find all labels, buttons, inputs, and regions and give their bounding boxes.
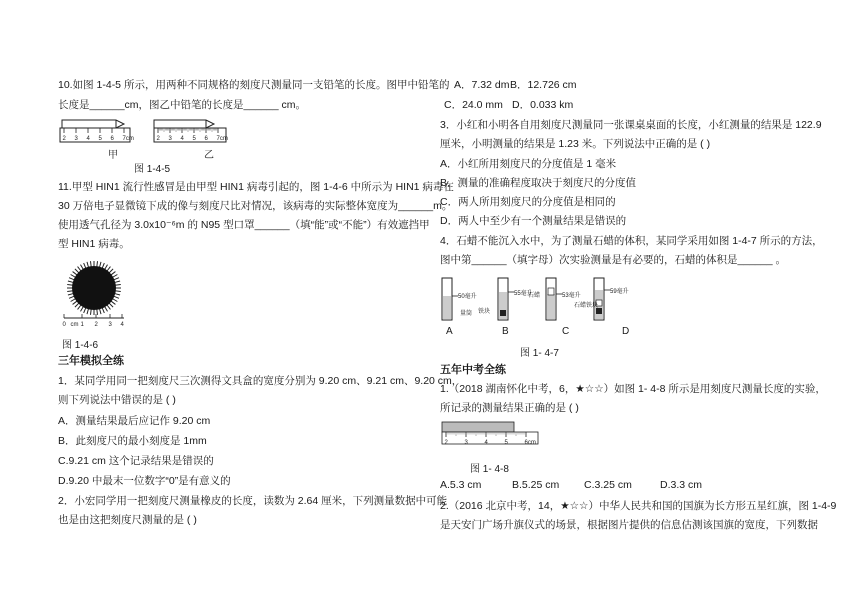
cyl-d-wax-iron: 石蜡铁块	[574, 303, 599, 309]
m3-option-b: B．测量的准确程度取决于刻度尺的分度值	[440, 177, 637, 189]
ruler-a-tick-label: 6	[110, 136, 114, 142]
figure-1-4-8	[440, 420, 540, 450]
figure-1-4-5-caption: 图 1-4-5	[134, 164, 171, 175]
z1-option-d: D.3.3 cm	[660, 479, 703, 491]
cylinder-a	[442, 278, 458, 320]
figure-1-4-6	[60, 258, 130, 330]
ruler-a-tick-label: 2	[62, 136, 66, 142]
q10-line1: 10.如图 1-4-5 所示，用两种不同规格的刻度尺测量同一支铅笔的长度。图甲中铅笔的	[58, 79, 450, 91]
label-jia: 甲	[108, 150, 118, 161]
cylinder-b	[498, 278, 514, 320]
m1-option-c: C.9.21 cm 这个记录结果是错误的	[58, 455, 214, 467]
section-title-three-year: 三年模拟全练	[58, 355, 124, 367]
scale-tick-label: 1	[80, 322, 84, 328]
ruler-a-tick-label: 7cm	[122, 136, 134, 142]
m2-option-b: B．12.726 cm	[510, 79, 577, 91]
z1-line1: 1.（2018 湖南怀化中考，6，★☆☆）如图 1- 4-8 所示是用刻度尺测量长度的实验，	[440, 383, 826, 395]
ruler-b-tick-label: 2	[156, 136, 160, 142]
figure-1-4-6-caption: 图 1-4-6	[62, 340, 99, 351]
m4-line1: 4．石蜡不能沉入水中，为了测量石蜡的体积，某同学采用如图 1-4-7 所示的方法，	[440, 235, 823, 247]
ruler-a-tick-label: 5	[98, 136, 102, 142]
cyl-b-volume: 55毫升	[514, 291, 533, 297]
m1-line2: 则下列说法中错误的是 ( )	[58, 394, 176, 406]
m3-option-d: D．两人中至少有一个测量结果是错误的	[440, 215, 627, 227]
z1-option-a: A.5.3 cm	[440, 479, 482, 491]
ruler-b-tick-label: 4	[180, 136, 184, 142]
ruler-148-tick-label: 3	[464, 440, 468, 446]
cyl-c-volume: 53毫升	[562, 293, 581, 299]
z1-line2: 所记录的测量结果正确的是 ( )	[440, 402, 579, 414]
m3-option-a: A．小红所用刻度尺的分度值是 1 毫米	[440, 158, 617, 170]
scale-tick-label: 4	[120, 322, 124, 328]
q10-line2: 长度是______cm，图乙中铅笔的长度是______ cm。	[58, 99, 306, 111]
scale-tick-label: cm	[70, 322, 79, 328]
cyl-c-wax: 石蜡	[528, 293, 541, 299]
scale-tick-label: 3	[108, 322, 112, 328]
m3-line1: 3．小红和小明各自用刻度尺测量同一张课桌桌面的长度，小红测量的结果是 122.9	[440, 119, 822, 131]
ruler-a-tick-label: 3	[74, 136, 78, 142]
fig-label-d: D	[622, 326, 630, 337]
m1-option-b: B．此刻度尺的最小刻度是 1mm	[58, 435, 207, 447]
cyl-b-iron: 铁块	[478, 309, 491, 315]
m2-option-d: D．0.033 km	[512, 99, 574, 111]
q11-line4: 型 HIN1 病毒。	[58, 238, 130, 250]
figure-1-4-7-caption: 图 1- 4-7	[520, 348, 559, 359]
ruler-b	[154, 120, 226, 142]
m4-line2: 图中第______（填字母）次实验测量是有必要的，石蜡的体积是______ 。	[440, 254, 786, 266]
m1-line1: 1．某同学用同一把刻度尺三次测得文具盒的宽度分别为 9.20 cm、9.21 cm、9.20 cm，	[58, 375, 463, 387]
q11-line1: 11.甲型 HIN1 流行性感冒是由甲型 HIN1 病毒引起的，图 1-4-6 中所示为 HIN1 病毒在	[58, 181, 454, 193]
m3-option-c: C．两人所用刻度尺的分度值是相同的	[440, 196, 616, 208]
ruler-b-tick-label: 5	[192, 136, 196, 142]
ruler-148-tick-label: 2	[444, 440, 448, 446]
scale-tick-label: 2	[94, 322, 98, 328]
m1-option-d: D.9.20 中最末一位数字“0”是有意义的	[58, 475, 231, 487]
ruler-148-tick-label: 5	[504, 440, 508, 446]
z1-option-b: B.5.25 cm	[512, 479, 560, 491]
fig-label-b: B	[502, 326, 509, 337]
cylinder-c	[546, 278, 562, 320]
label-yi: 乙	[204, 150, 214, 161]
ruler-b-tick-label: 3	[168, 136, 172, 142]
m2-option-a: A．7.32 dm	[454, 79, 510, 91]
z1-option-c: C.3.25 cm	[584, 479, 632, 491]
m1-option-a: A．测量结果最后应记作 9.20 cm	[58, 415, 211, 427]
cylinder-d	[594, 278, 610, 320]
m2-line1: 2．小宏同学用一把刻度尺测量橡皮的长度，读数为 2.64 厘米，下列测量数据中可能	[58, 495, 448, 507]
section-title-five-year: 五年中考全练	[440, 364, 506, 376]
fig-label-c: C	[562, 326, 570, 337]
m2-line2: 也是由这把刻度尺测量的是 ( )	[58, 514, 197, 526]
scale-tick-label: 0	[62, 322, 66, 328]
q11-line2: 30 万倍电子显微镜下成的像与刻度尺比对情况，该病毒的实际整体宽度为______m。	[58, 200, 453, 212]
ruler-148-tick-label: 4	[484, 440, 488, 446]
cyl-d-volume: 59毫升	[610, 289, 629, 295]
ruler-b-tick-label: 7cm	[216, 136, 228, 142]
cyl-a-label: 量筒	[460, 311, 473, 317]
ruler-b-tick-label: 6	[204, 136, 208, 142]
cyl-a-volume: 50毫升	[458, 294, 477, 300]
m2-option-c: C．24.0 mm	[444, 99, 503, 111]
q11-line3: 使用透气孔径为 3.0x10⁻⁶m 的 N95 型口罩______（填“能”或“不能”）有效遮挡甲	[58, 219, 430, 231]
figure-1-4-8-caption: 图 1- 4-8	[470, 464, 509, 475]
fig-label-a: A	[446, 326, 453, 337]
z2-line1: 2.（2016 北京中考，14，★☆☆）中华人民共和国的国旗为长方形五星红旗，图 1-4-9	[440, 500, 837, 512]
ruler-148-tick-label: 6cm	[524, 440, 536, 446]
z2-line2: 是天安门广场升旗仪式的场景，根据图片提供的信息估测该国旗的宽度，下列数据	[440, 519, 818, 531]
ruler-a	[60, 120, 130, 142]
m3-line2: 厘米，小明测量的结果是 1.23 米。下列说法中正确的是 ( )	[440, 138, 711, 150]
ruler-a-tick-label: 4	[86, 136, 90, 142]
